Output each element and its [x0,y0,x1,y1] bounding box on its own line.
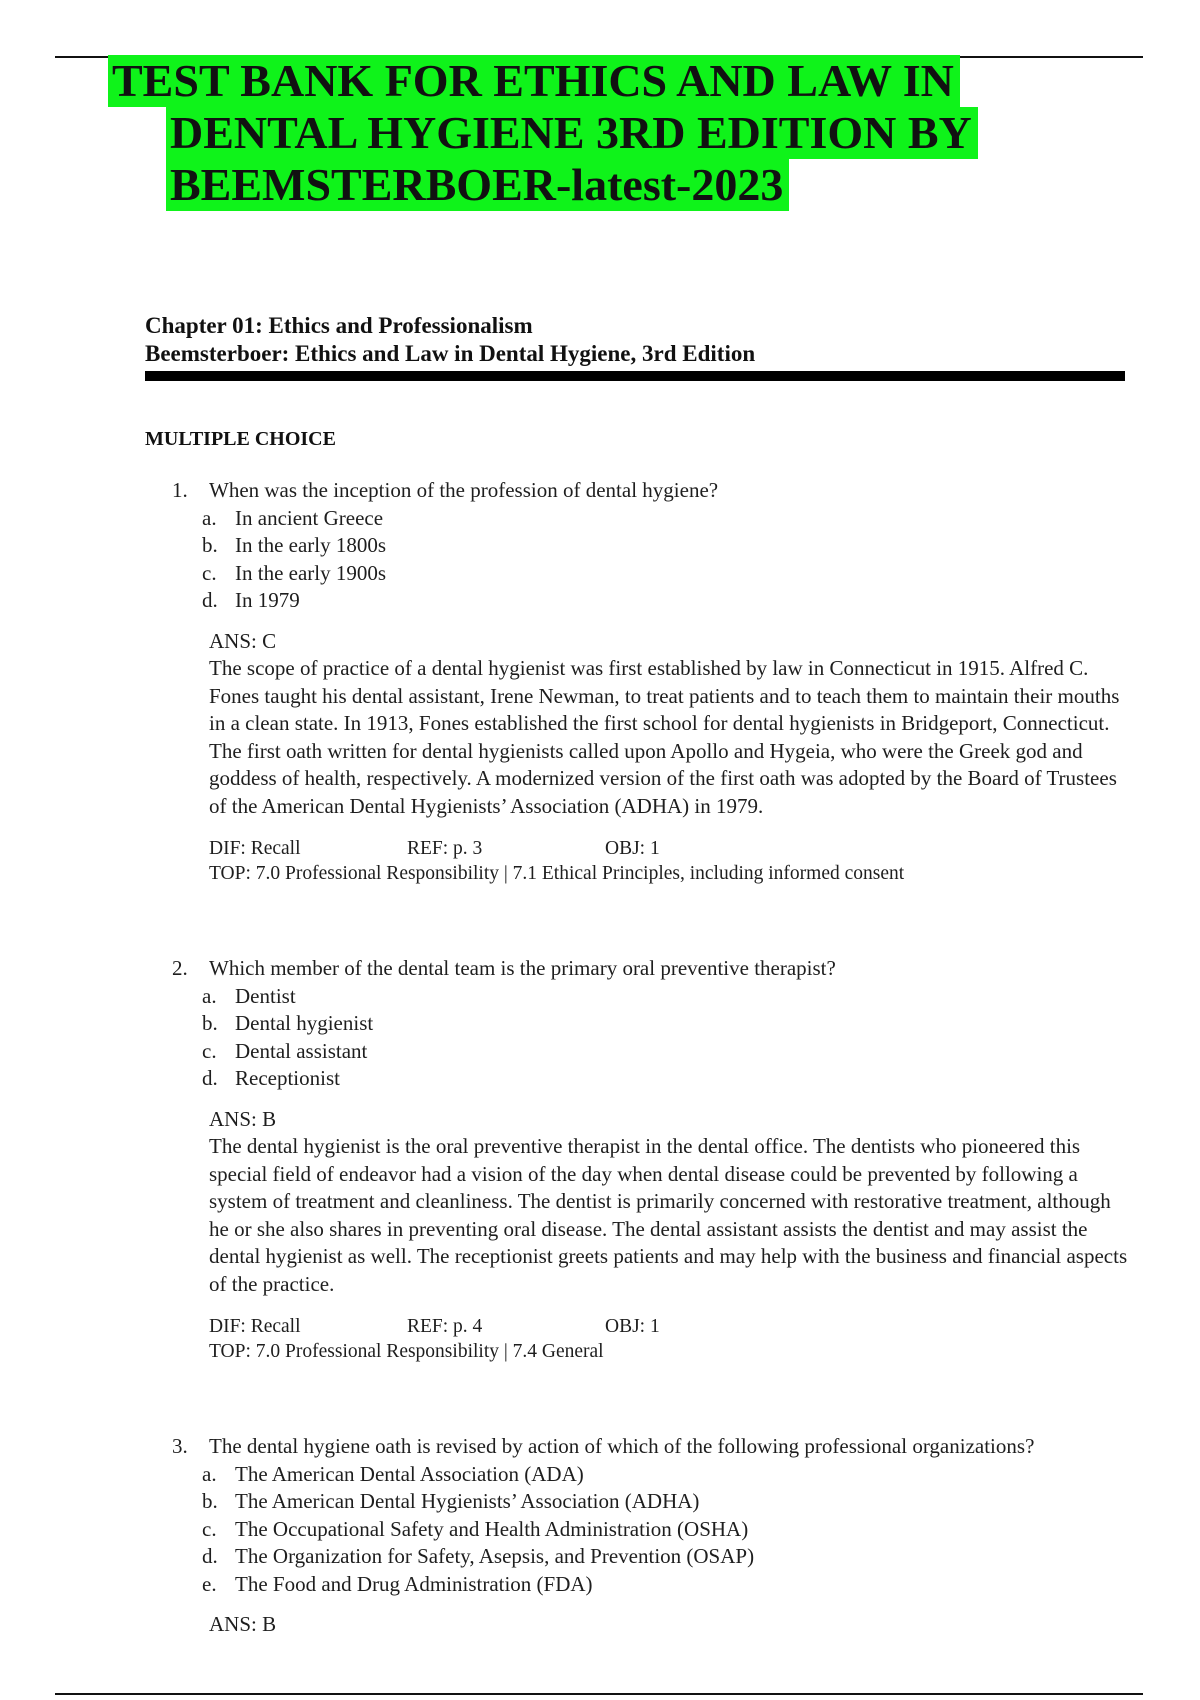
chapter-heading: Chapter 01: Ethics and Professionalism [145,313,533,338]
option-b [202,532,1132,560]
option-letter: d. [202,1544,218,1568]
option-text: Dentist [235,983,296,1008]
option-letter: b. [202,533,218,557]
answer: ANS: B [209,1106,277,1131]
topic: TOP: 7.0 Professional Responsibility | 7.1 Ethical Principles, including informed consent [209,863,905,884]
answer: ANS: C [209,628,277,653]
title-line-1: TEST BANK FOR ETHICS AND LAW IN [108,55,960,107]
document-title [108,55,978,211]
question-meta [209,836,1132,886]
option-letter: a. [202,1461,217,1486]
option-a [202,1461,1132,1489]
question-text: The dental hygiene oath is revised by action of which of the following professional organizations? [209,1434,1035,1458]
reference: REF: p. 4 [407,1316,483,1337]
option-letter: b. [202,1011,218,1035]
option-text: In 1979 [235,588,300,612]
option-c [202,1038,1132,1066]
question-2 [172,955,1132,1364]
option-text: The Occupational Safety and Health Administration (OSHA) [235,1516,749,1541]
rationale: The dental hygienist is the oral preventive therapist in the dental office. The dentists who pioneered this special field of endeavor had a vision of the day when dental disease could be prevented by following a system of treatment and cleanliness. The dentist is primarily concerned with restorative treatment, although he or she also shares in preventing oral disease. The dental assistant assists the dentist and may assist the dental hygienist as well. The receptionist greets patients and may help with the business and financial aspects of the practice. [209,1134,1128,1296]
chapter-divider [145,371,1125,381]
option-text: Dental assistant [235,1038,368,1063]
option-text: The Organization for Safety, Asepsis, and Prevention (OSAP) [235,1544,755,1568]
question-number: 1. [172,478,188,502]
chapter-header [145,312,755,368]
option-a [202,983,1132,1011]
option-text: Receptionist [235,1066,340,1090]
option-d [202,1543,1132,1571]
option-letter: c. [202,560,217,585]
question-meta [209,1314,1132,1364]
option-text: In the early 1800s [235,533,387,557]
question-text: Which member of the dental team is the primary oral preventive therapist? [209,956,836,980]
option-text: The American Dental Hygienists’ Association (ADHA) [235,1489,700,1513]
option-text: In the early 1900s [235,560,387,585]
section-heading: MULTIPLE CHOICE [145,428,336,450]
option-b [202,1010,1132,1038]
option-letter: c. [202,1516,217,1541]
topic: TOP: 7.0 Professional Responsibility | 7.4 General [209,1341,604,1362]
option-text: The Food and Drug Administration (FDA) [235,1571,593,1596]
title-line-2: DENTAL HYGIENE 3RD EDITION BY [166,107,978,159]
answer: ANS: B [209,1612,277,1636]
option-c [202,1516,1132,1544]
option-c [202,560,1132,588]
option-text: In ancient Greece [235,505,384,530]
option-letter: b. [202,1489,218,1513]
option-letter: c. [202,1038,217,1063]
question-3 [172,1433,1132,1639]
bottom-rule [55,1693,1143,1695]
question-1 [172,477,1132,886]
question-number: 2. [172,956,188,980]
option-text: The American Dental Association (ADA) [235,1461,584,1486]
option-a [202,505,1132,533]
option-d [202,587,1132,615]
option-b [202,1488,1132,1516]
question-number: 3. [172,1434,188,1458]
title-line-3: BEEMSTERBOER-latest-2023 [166,159,789,211]
objective: OBJ: 1 [605,1316,660,1337]
question-text: When was the inception of the profession of dental hygiene? [209,478,719,502]
rationale: The scope of practice of a dental hygienist was first established by law in Connecticut in 1915. Alfred C. Fones taught his dental assistant, Irene Newman, to treat patients and to teach them to maintain their mouths in a clean state. In 1913, Fones established the first school for dental hygienists in Bridgeport, Connecticut. The first oath written for dental hygienists called upon Apollo and Hygeia, who were the Greek god and goddess of health, respectively. A modernized version of the first oath was adopted by the Board of Trustees of the American Dental Hygienists’ Association (ADHA) in 1979. [209,656,1120,818]
option-letter: a. [202,983,217,1008]
option-letter: e. [202,1571,217,1596]
chapter-subheading: Beemsterboer: Ethics and Law in Dental Hygiene, 3rd Edition [145,341,756,366]
difficulty: DIF: Recall [209,1316,301,1337]
option-d [202,1065,1132,1093]
option-e [202,1571,1132,1599]
option-letter: d. [202,588,218,612]
option-text: Dental hygienist [235,1011,374,1035]
objective: OBJ: 1 [605,838,660,859]
option-letter: d. [202,1066,218,1090]
difficulty: DIF: Recall [209,838,301,859]
option-letter: a. [202,505,217,530]
reference: REF: p. 3 [407,838,483,859]
